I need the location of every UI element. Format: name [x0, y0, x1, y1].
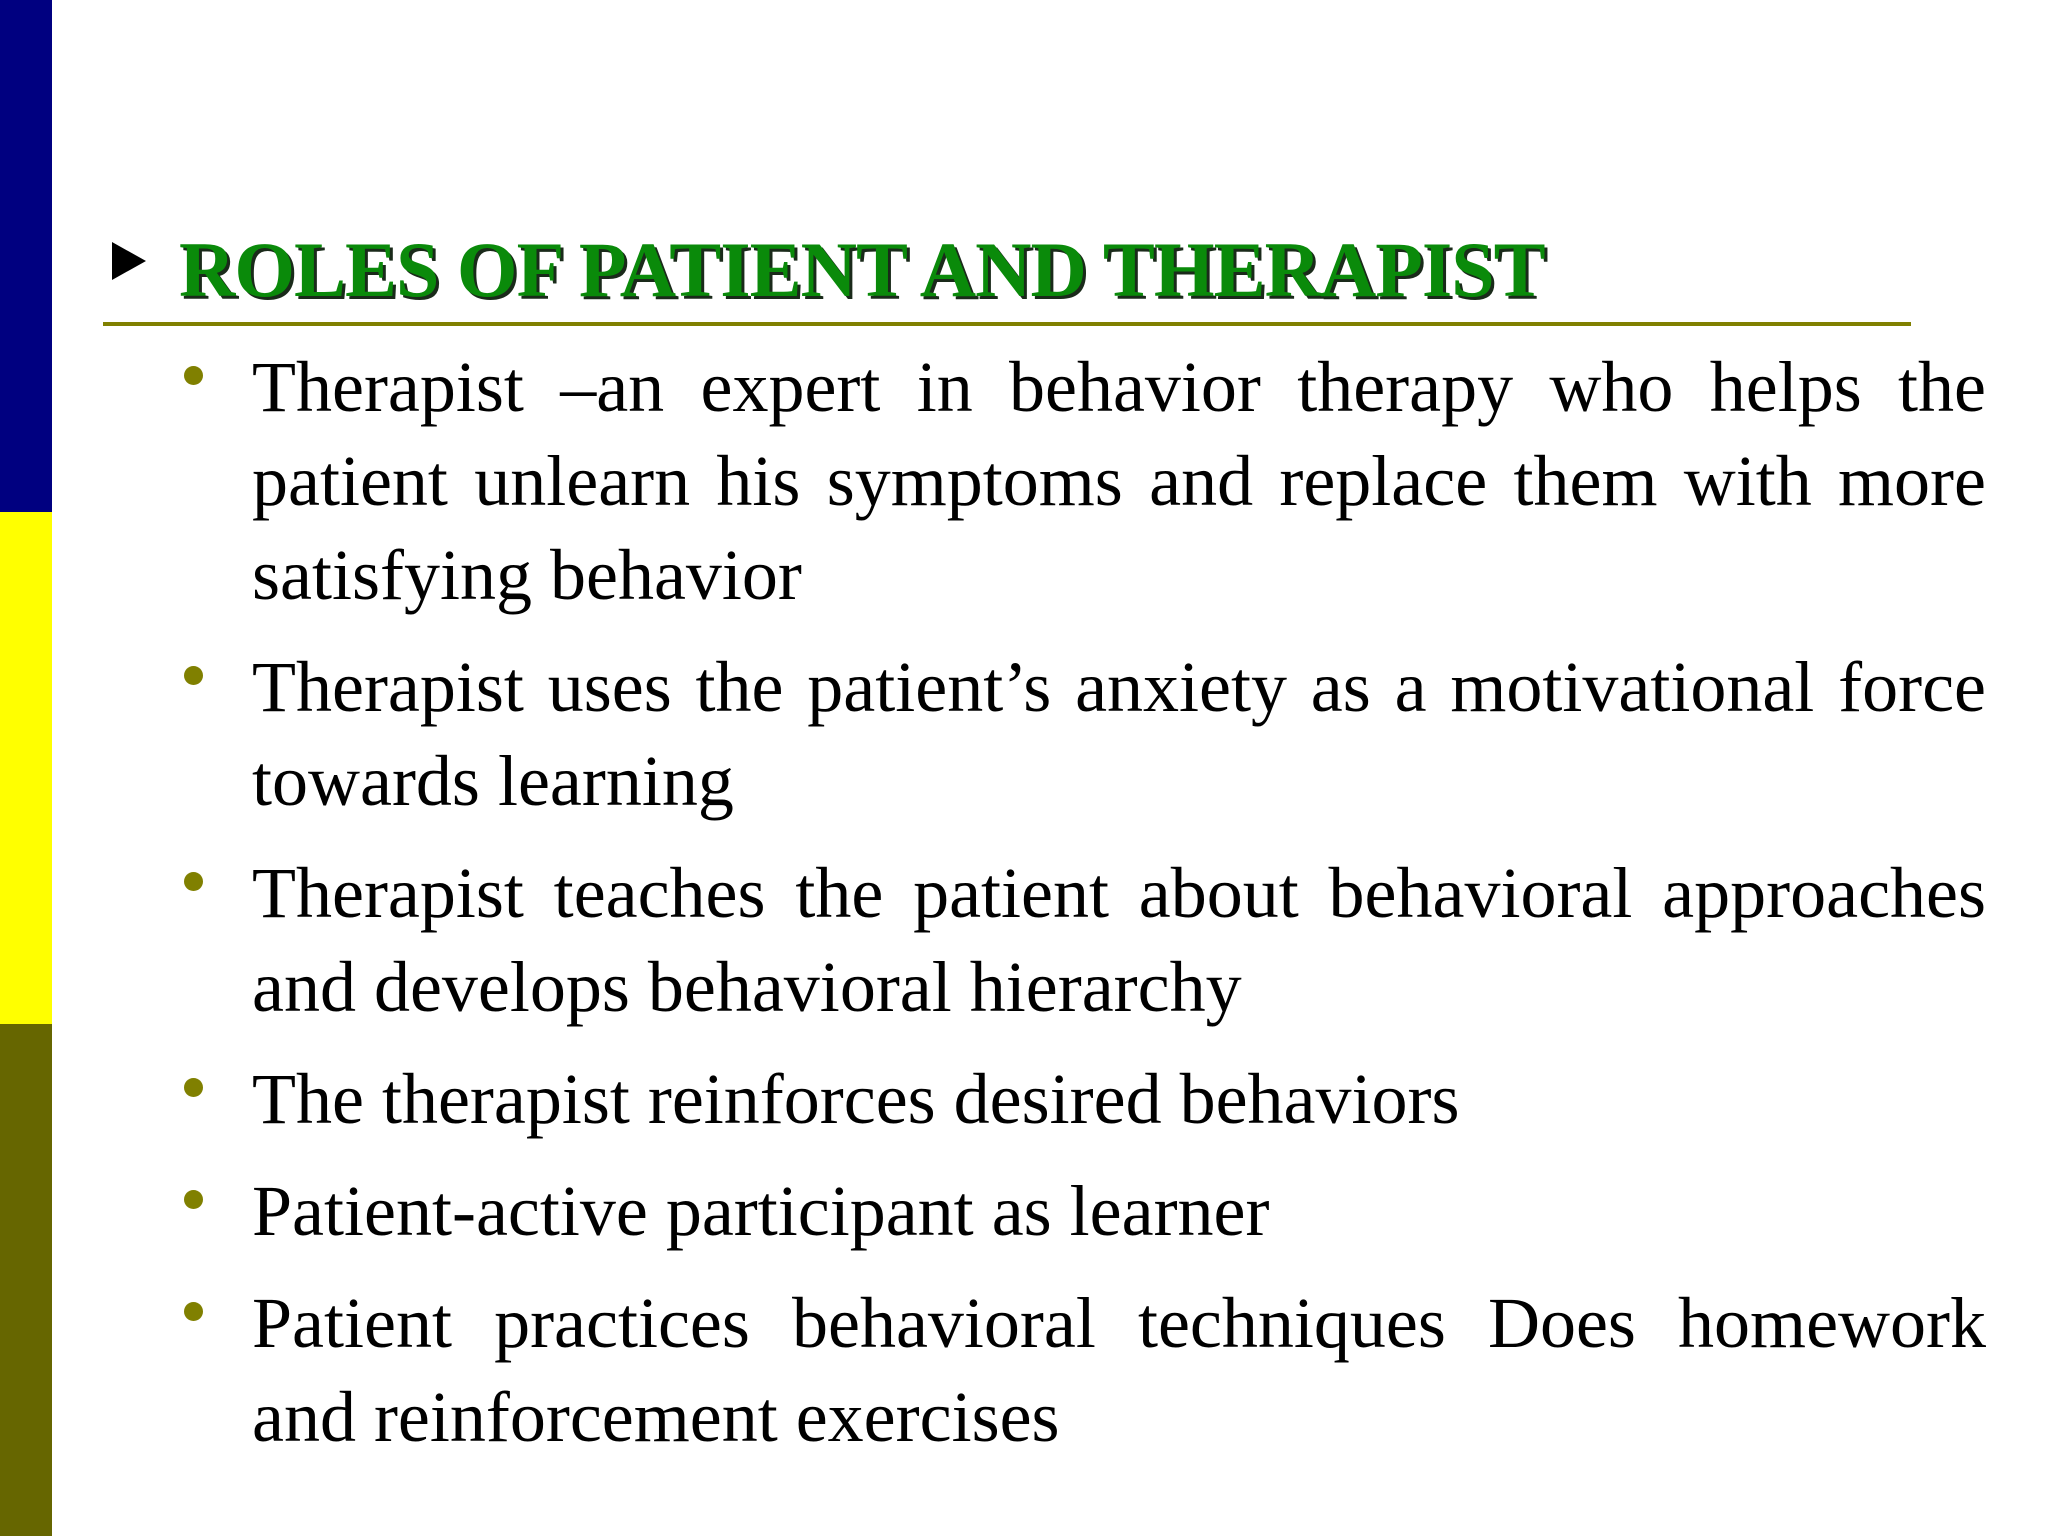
bullet-item	[176, 340, 1986, 622]
bullet-item	[176, 1276, 1986, 1464]
slide-title: ROLES OF PATIENT AND THERAPIST	[179, 226, 1545, 313]
side-color-bar	[0, 0, 52, 1536]
bullet-text: Therapist uses the patient’s anxiety as a motivational force towards learning	[252, 647, 1986, 821]
side-bar-yellow-segment	[0, 512, 52, 1024]
bullet-item	[176, 1164, 1986, 1258]
side-bar-olive-segment	[0, 1024, 52, 1536]
side-bar-navy-segment	[0, 0, 52, 512]
bullet-dot-icon	[184, 1078, 203, 1097]
bullet-item	[176, 1052, 1986, 1146]
bullet-dot-icon	[184, 1302, 203, 1321]
bullet-dot-icon	[184, 1190, 203, 1209]
bullet-text: Therapist teaches the patient about behavioral approaches and develops behavioral hierarchy	[252, 853, 1986, 1027]
bullet-text: Therapist –an expert in behavior therapy who helps the patient unlearn his symptoms and replace them with more satisfying behavior	[252, 347, 1986, 615]
bullet-item	[176, 846, 1986, 1034]
bullet-dot-icon	[184, 366, 203, 385]
title-underline	[103, 322, 1911, 326]
bullet-item	[176, 640, 1986, 828]
triangle-right-icon	[112, 242, 146, 280]
bullet-dot-icon	[184, 666, 203, 685]
bullet-dot-icon	[184, 872, 203, 891]
bullet-list	[176, 340, 1986, 1482]
slide-title-row	[112, 228, 1912, 318]
bullet-text: Patient-active participant as learner	[252, 1171, 1270, 1251]
bullet-text: Patient practices behavioral techniques Does homework and reinforcement exercises	[252, 1283, 1986, 1457]
bullet-text: The therapist reinforces desired behaviors	[252, 1059, 1460, 1139]
